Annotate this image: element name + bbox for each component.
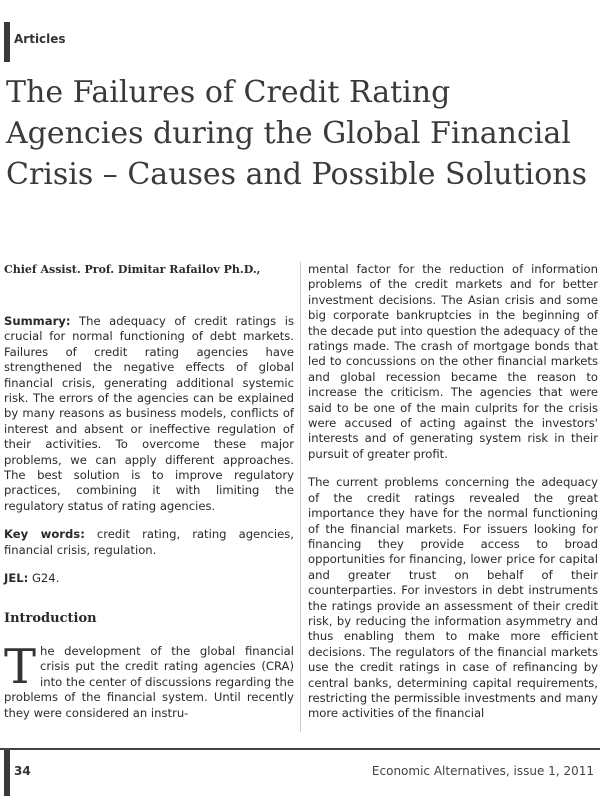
introduction-heading: Introduction bbox=[4, 610, 97, 626]
author-line: Chief Assist. Prof. Dimitar Rafailov Ph.D., bbox=[4, 263, 261, 276]
journal-name: Economic Alternatives, issue 1, 2011 bbox=[371, 764, 594, 778]
section-label: Articles bbox=[14, 32, 66, 46]
summary-paragraph bbox=[4, 314, 294, 514]
keywords-text: credit rating, rating agencies, financial crisis, regulation. bbox=[4, 527, 294, 557]
article-title: The Failures of Credit Rating Agencies during the Global Financial Crisis – Causes and Possible Solutions bbox=[6, 75, 588, 192]
intro-paragraph bbox=[4, 638, 294, 721]
column-divider bbox=[300, 262, 301, 732]
page-number: 34 bbox=[14, 764, 31, 778]
jel-text: G24. bbox=[28, 571, 60, 586]
jel-paragraph bbox=[4, 571, 294, 586]
drop-cap: T bbox=[4, 638, 37, 695]
body-paragraph-2: The current problems concerning the adequacy of the credit ratings revealed the great importance they have for the normal functioning of the financial markets. For issuers looking for financing they provide access to broad opportunities for financing, lower price for capital and greater trust on behalf of their counterparties. For investors in debt instruments the ratings provide an assessment of their credit risk, by reducing the information asymmetry and thus enabling them to make more efficient decisions. The regulators of the financial markets use the credit ratings in case of refinancing by central banks, determining capital requirements, restricting the permissible investments and many more activities of the financial bbox=[308, 475, 598, 721]
footer-tag-bar bbox=[4, 750, 10, 796]
right-column bbox=[308, 262, 598, 735]
footer-rule bbox=[0, 748, 600, 750]
keywords-label: Key words: bbox=[4, 527, 85, 542]
section-tag-bar bbox=[4, 22, 10, 62]
body-paragraph-1: mental factor for the reduction of information problems of the credit markets and for better investment decisions. The Asian crisis and some big corporate bankruptcies in the beginning of the decade put into question the adequacy of the ratings made. The crash of mortgage bonds that led to concussions on the other financial markets and global recession became the reason to increase the criticism. The agencies that were said to be one of the main culprits for the crisis were accused of acting against the investors' interests and of generating system risk in their pursuit of greater profit. bbox=[308, 262, 598, 461]
summary-label: Summary: bbox=[4, 314, 71, 328]
summary-text: The adequacy of credit ratings is crucial for normal functioning of debt markets. Failures of credit rating agencies have strengthened the negative effects of global financial crisis, generating additional systemic risk. The errors of the agencies can be explained by many reasons as business models, conflicts of interest and absent or ineffective regulation of their activities. To overcome these major problems, we can apply different approaches. The best solution is to improve regulatory practices, combining it with limiting the regulatory status of rating agencies. bbox=[4, 314, 294, 513]
jel-label: JEL: bbox=[4, 571, 29, 586]
intro-text: he development of the global financial crisis put the credit rating agencies (CRA) into the center of discussions regarding the problems of the financial system. Until recently they were considered an instru- bbox=[4, 643, 294, 720]
left-column bbox=[4, 262, 294, 734]
keywords-paragraph bbox=[4, 527, 294, 558]
